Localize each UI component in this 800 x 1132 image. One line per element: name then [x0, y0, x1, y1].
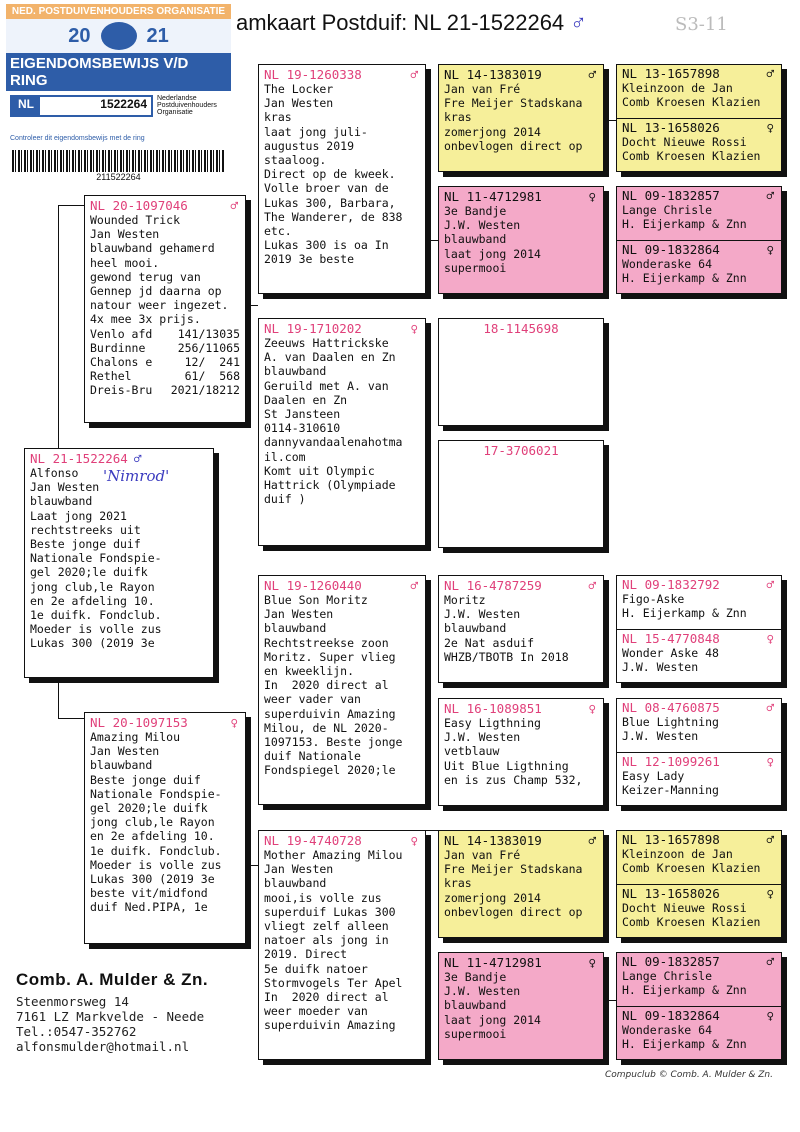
- female-symbol-icon: ♀: [588, 189, 596, 204]
- card-line: laat jong juli-: [264, 124, 368, 139]
- ring-number: NL 16-1089851: [444, 701, 542, 716]
- owner-email: alfonsmulder@hotmail.nl: [16, 1039, 190, 1054]
- ring-number: NL 19-1260338: [264, 67, 362, 82]
- card-line: Moeder is volle zus: [90, 857, 222, 872]
- card-line: 1097153. Beste jonge: [264, 735, 403, 750]
- race-results: Venlo afd 141/13035 Burdinne 256/11065 Chalons e 12/ 241 Rethel 61/ 568 Dreis-Bru 2021/18212: [90, 326, 240, 398]
- card-line: jong club,le Rayon: [30, 579, 155, 594]
- card-line: Rechtstreekse zoon: [264, 635, 389, 650]
- great-great-grandparent-pair: [616, 952, 782, 1060]
- card-line: Amazing Milou: [90, 730, 181, 744]
- ring-number: NL 20-1097046: [90, 198, 188, 213]
- card-line: mooi,is volle zus: [264, 890, 382, 905]
- male-symbol-icon: ♂: [588, 578, 596, 593]
- card-line: Kleinzoon de Jan: [622, 81, 733, 95]
- card-line: blauwband: [264, 364, 327, 379]
- ring-number: 18-1145698: [483, 321, 559, 336]
- great-great-grandparent-pair: [616, 575, 782, 683]
- dam-sire-card: [258, 575, 426, 805]
- card-line: 0114-310610: [264, 421, 341, 436]
- card-line: laat jong 2014: [444, 246, 541, 261]
- ring-number: NL 13-1657898: [622, 66, 720, 81]
- card-line: Jan Westen: [30, 480, 100, 495]
- female-symbol-icon: ♀: [766, 754, 774, 769]
- footer-credit: Compuclub © Comb. A. Mulder & Zn.: [605, 1070, 773, 1080]
- female-symbol-icon: ♀: [766, 631, 774, 646]
- card-line: Lukas 300 (2019 3e: [30, 636, 155, 651]
- card-line: rechtstreeks uit: [30, 522, 141, 537]
- card-line: Hattrick (Olympiade: [264, 478, 396, 493]
- card-line: Direct op de kweek.: [264, 167, 396, 182]
- ring-number: NL 16-4787259: [444, 578, 542, 593]
- female-symbol-icon: ♀: [588, 955, 596, 970]
- card-line: Nationale Fondspie-: [30, 551, 162, 566]
- card-line: blauwband: [444, 621, 507, 636]
- card-line: Jan Westen: [90, 227, 160, 242]
- owner-block: [16, 970, 251, 1054]
- male-symbol-icon: ♂: [766, 66, 774, 81]
- card-line: superduivin Amazing: [264, 1018, 396, 1033]
- connector: [426, 830, 438, 831]
- ring-number: NL 12-1099261: [622, 754, 720, 769]
- great-great-grandparent-pair: [616, 64, 782, 172]
- card-line: Blue Lightning: [622, 715, 719, 729]
- card-line: Lukas 300 (2019 3e: [90, 872, 215, 887]
- card-line: blauwband: [30, 494, 93, 509]
- owner-phone: Tel.:0547-352762: [16, 1024, 137, 1039]
- male-symbol-icon: ♂: [766, 700, 774, 715]
- male-symbol-icon: ♂: [410, 67, 418, 82]
- card-line: H. Eijerkamp & Znn: [622, 271, 747, 286]
- card-line: natoer als jong in: [264, 933, 389, 948]
- card-line: Lange Chrisle: [622, 203, 713, 217]
- card-line: Blue Son Moritz: [264, 593, 368, 607]
- card-line: In 2020 direct al: [264, 990, 389, 1005]
- connector: [58, 205, 59, 450]
- card-line: Gennep jd daarna op: [90, 284, 222, 299]
- card-line: gel 2020;le duifk: [90, 801, 208, 816]
- card-line: H. Eijerkamp & Znn: [622, 606, 747, 621]
- great-grandparent-card: [438, 440, 604, 548]
- card-line: 3e Bandje: [444, 204, 507, 218]
- ring-number: NL 15-4770848: [622, 631, 720, 646]
- card-line: blauwband gehamerd: [90, 241, 215, 256]
- owner-name: Comb. A. Mulder & Zn.: [16, 970, 209, 989]
- card-line: St Jansteen: [264, 407, 341, 422]
- dam-card: [84, 712, 246, 944]
- card-line: Nationale Fondspie-: [90, 786, 222, 801]
- badge-title: EIGENDOMSBEWIJS V/D RING: [6, 53, 231, 91]
- card-line: dannyvandaalenahotma: [264, 435, 403, 450]
- card-line: Comb Kroesen Klazien: [622, 149, 761, 164]
- card-line: vetblauw: [444, 744, 500, 759]
- card-line: Jan van Fré: [444, 82, 521, 96]
- card-line: Geruild met A. van: [264, 378, 389, 393]
- card-line: Alfonso: [30, 466, 79, 480]
- card-line: Jan Westen: [264, 96, 334, 111]
- card-line: superduif Lukas 300: [264, 904, 396, 919]
- card-line: 3e Bandje: [444, 970, 507, 984]
- card-line: laat jong 2014: [444, 1012, 541, 1027]
- great-great-grandparent-pair: [616, 698, 782, 806]
- great-great-grandparent-pair: [616, 830, 782, 938]
- ring-number: NL 09-1832792: [622, 577, 720, 592]
- card-line: Moritz: [444, 593, 486, 607]
- card-line: superduivin Amazing: [264, 706, 396, 721]
- card-line: Moritz. Super vlieg: [264, 649, 396, 664]
- card-line: Easy Ligthning: [444, 716, 541, 730]
- card-line: gel 2020;le duifk: [30, 565, 148, 580]
- dam-dam-card: [258, 830, 426, 1060]
- female-symbol-icon: ♀: [410, 321, 418, 336]
- card-line: Stormvogels Ter Apel: [264, 975, 403, 990]
- male-symbol-icon: ♂: [570, 10, 587, 35]
- ring-number: NL 19-1710202: [264, 321, 362, 336]
- card-line: 2019 3e beste: [264, 252, 355, 267]
- card-line: kras: [264, 110, 292, 125]
- owner-city: 7161 LZ Markvelde - Neede: [16, 1009, 205, 1024]
- card-line: J.W. Westen: [444, 607, 521, 622]
- card-line: blauwband: [264, 621, 327, 636]
- badge-control-note: Controleer dit eigendomsbewijs met de ring: [10, 135, 145, 142]
- male-symbol-icon: ♂: [588, 67, 596, 82]
- card-line: natour weer ingezet.: [90, 298, 229, 313]
- card-line: Comb Kroesen Klazien: [622, 915, 761, 930]
- card-line: staaloog.: [264, 153, 327, 168]
- great-grandparent-card: [438, 575, 604, 683]
- card-line: supermooi: [444, 260, 507, 275]
- badge-ring-number: 1522264: [100, 97, 147, 111]
- ring-number: NL 09-1832857: [622, 954, 720, 969]
- card-line: weer vader van: [264, 692, 361, 707]
- ring-number: NL 08-4760875: [622, 700, 720, 715]
- ring-number: 17-3706021: [483, 443, 559, 458]
- card-line: zomerjong 2014: [444, 124, 541, 139]
- card-line: Comb Kroesen Klazien: [622, 861, 761, 876]
- male-symbol-icon: ♂: [410, 578, 418, 593]
- card-line: 2019. Direct: [264, 947, 348, 962]
- card-line: J.W. Westen: [622, 729, 699, 744]
- connector: [246, 305, 258, 306]
- card-line: Docht Nieuwe Rossi: [622, 901, 747, 915]
- sire-dam-card: [258, 318, 426, 546]
- ring-number: NL 21-1522264: [30, 451, 128, 466]
- ring-number: NL 20-1097153: [90, 715, 188, 730]
- card-line: A. van Daalen en Zn: [264, 350, 396, 365]
- card-line: supermooi: [444, 1026, 507, 1041]
- card-line: Beste jonge duif: [90, 772, 201, 787]
- great-grandparent-card: [438, 952, 604, 1060]
- male-symbol-icon: ♂: [766, 577, 774, 592]
- great-grandparent-card: [438, 698, 604, 806]
- card-line: J.W. Westen: [444, 730, 521, 745]
- card-line: Jan Westen: [90, 744, 160, 759]
- ring-number: NL 09-1832857: [622, 188, 720, 203]
- card-line: augustus 2019: [264, 138, 355, 153]
- card-line: 5e duifk natoer: [264, 961, 368, 976]
- card-line: Beste jonge duif: [30, 537, 141, 552]
- male-symbol-icon: ♂: [766, 188, 774, 203]
- badge-country: NL: [12, 97, 40, 115]
- card-line: blauwband: [444, 232, 507, 247]
- card-line: blauwband: [90, 758, 153, 773]
- female-symbol-icon: ♀: [588, 701, 596, 716]
- card-line: In 2020 direct al: [264, 678, 389, 693]
- card-line: en 2e afdeling 10.: [30, 593, 155, 608]
- card-line: duif ): [264, 492, 306, 507]
- female-symbol-icon: ♀: [766, 1008, 774, 1023]
- card-line: Comb Kroesen Klazien: [622, 95, 761, 110]
- card-line: Easy Lady: [622, 769, 685, 783]
- male-symbol-icon: ♂: [133, 451, 142, 466]
- card-line: J.W. Westen: [622, 660, 699, 675]
- badge-year-left: 20: [68, 24, 91, 47]
- female-symbol-icon: ♀: [766, 242, 774, 257]
- card-line: vliegt zelf alleen: [264, 919, 389, 934]
- card-line: Volle broer van de: [264, 181, 389, 196]
- badge-year-row: [6, 19, 231, 53]
- male-symbol-icon: ♂: [766, 954, 774, 969]
- card-line: gewond terug van: [90, 269, 201, 284]
- sire-sire-card: [258, 64, 426, 294]
- great-grandparent-card: [438, 64, 604, 172]
- ring-number: NL 09-1832864: [622, 242, 720, 257]
- female-symbol-icon: ♀: [230, 715, 238, 730]
- card-line: en is zus Champ 532,: [444, 772, 583, 787]
- ring-number: NL 13-1658026: [622, 886, 720, 901]
- card-line: Wonderaske 64: [622, 1023, 713, 1037]
- card-line: 2e Nat asduif: [444, 635, 535, 650]
- ring-number: NL 19-1260440: [264, 578, 362, 593]
- card-line: Jan Westen: [264, 607, 334, 622]
- card-line: Docht Nieuwe Rossi: [622, 135, 747, 149]
- owner-address: Steenmorsweg 14: [16, 994, 129, 1009]
- female-symbol-icon: ♀: [766, 886, 774, 901]
- card-line: Fondspiegel 2020;le: [264, 763, 396, 778]
- ring-number: NL 14-1383019: [444, 833, 542, 848]
- card-line: zomerjong 2014: [444, 890, 541, 905]
- card-line: Wonderaske 64: [622, 257, 713, 271]
- connector: [58, 205, 86, 206]
- card-line: The Locker: [264, 82, 334, 96]
- card-line: H. Eijerkamp & Znn: [622, 1037, 747, 1052]
- lion-emblem-icon: [101, 22, 137, 50]
- card-line: J.W. Westen: [444, 218, 521, 233]
- card-line: blauwband: [444, 998, 507, 1013]
- ring-number: NL 19-4740728: [264, 833, 362, 848]
- card-line: duif Nationale: [264, 749, 361, 764]
- great-grandparent-card: [438, 830, 604, 938]
- badge-year-right: 21: [146, 24, 169, 47]
- card-line: beste vit/midfond: [90, 886, 208, 901]
- male-symbol-icon: ♂: [588, 833, 596, 848]
- barcode-number: 211522264: [96, 172, 141, 182]
- corner-note: S3-11: [675, 14, 728, 35]
- card-line: duif Ned.PIPA, 1e: [90, 900, 208, 915]
- nickname: 'Nimrod': [103, 467, 170, 485]
- card-line: Lange Chrisle: [622, 969, 713, 983]
- card-line: Daalen en Zn: [264, 392, 348, 407]
- card-line: Komt uit Olympic: [264, 463, 375, 478]
- card-line: heel mooi.: [90, 255, 160, 270]
- badge-npo-p: Postduivenhouders: [157, 102, 217, 109]
- card-line: jong club,le Rayon: [90, 815, 215, 830]
- card-line: 1e duifk. Fondclub.: [30, 608, 162, 623]
- card-line: 4x mee 3x prijs.: [90, 312, 201, 327]
- card-line: Keizer-Manning: [622, 783, 719, 798]
- card-line: The Wanderer, de 838: [264, 209, 403, 224]
- card-line: kras: [444, 876, 472, 891]
- card-line: J.W. Westen: [444, 984, 521, 999]
- page-title: amkaart Postduif: NL 21-1522264 ♂: [236, 10, 587, 35]
- ring-number: NL 13-1658026: [622, 120, 720, 135]
- card-line: il.com: [264, 449, 306, 464]
- card-line: 1e duifk. Fondclub.: [90, 843, 222, 858]
- card-line: H. Eijerkamp & Znn: [622, 217, 747, 232]
- card-line: blauwband: [264, 876, 327, 891]
- card-line: Wonder Aske 48: [622, 646, 719, 660]
- connector: [246, 865, 258, 866]
- pedigree-main-card: [24, 448, 214, 678]
- great-great-grandparent-pair: [616, 186, 782, 294]
- card-line: etc.: [264, 224, 292, 239]
- card-line: en 2e afdeling 10.: [90, 829, 215, 844]
- card-line: Wounded Trick: [90, 213, 181, 227]
- great-grandparent-card: [438, 186, 604, 294]
- card-line: en kweeklijn.: [264, 664, 355, 679]
- card-line: kras: [444, 110, 472, 125]
- ring-number: NL 11-4712981: [444, 955, 542, 970]
- card-line: Jan Westen: [264, 862, 334, 877]
- connector: [426, 240, 438, 241]
- card-line: WHZB/TBOTB In 2018: [444, 649, 569, 664]
- connector: [604, 120, 616, 121]
- card-line: Fre Meijer Stadskana: [444, 862, 583, 877]
- card-line: Uit Blue Ligthning: [444, 758, 569, 773]
- ring-number: NL 09-1832864: [622, 1008, 720, 1023]
- male-symbol-icon: ♂: [766, 832, 774, 847]
- ring-number: NL 13-1657898: [622, 832, 720, 847]
- card-line: Moeder is volle zus: [30, 622, 162, 637]
- connector: [58, 718, 84, 719]
- card-line: onbevlogen direct op: [444, 138, 583, 153]
- badge-org: NED. POSTDUIVENHOUDERS ORGANISATIE: [6, 4, 231, 19]
- card-line: Jan van Fré: [444, 848, 521, 862]
- card-line: H. Eijerkamp & Znn: [622, 983, 747, 998]
- badge-npo-o: Organisatie: [157, 109, 193, 116]
- card-line: Laat jong 2021: [30, 508, 127, 523]
- connector: [604, 1000, 616, 1001]
- card-line: Fre Meijer Stadskana: [444, 96, 583, 111]
- ring-number: NL 11-4712981: [444, 189, 542, 204]
- card-line: Mother Amazing Milou: [264, 848, 403, 862]
- great-grandparent-card: [438, 318, 604, 426]
- card-line: Zeeuws Hattrickske: [264, 336, 389, 350]
- sire-card: [84, 195, 246, 423]
- male-symbol-icon: ♂: [230, 198, 238, 213]
- card-line: Lukas 300, Barbara,: [264, 195, 396, 210]
- card-line: Lukas 300 is oa In: [264, 238, 389, 253]
- female-symbol-icon: ♀: [410, 833, 418, 848]
- ring-number: NL 14-1383019: [444, 67, 542, 82]
- card-line: onbevlogen direct op: [444, 904, 583, 919]
- female-symbol-icon: ♀: [766, 120, 774, 135]
- card-line: Milou, de NL 2020-: [264, 720, 389, 735]
- card-line: Figo-Aske: [622, 592, 685, 606]
- ring-ownership-badge: [6, 4, 231, 184]
- barcode: [12, 150, 225, 172]
- card-line: Kleinzoon de Jan: [622, 847, 733, 861]
- badge-npo-n: Nederlandse: [157, 95, 197, 102]
- card-line: weer moeder van: [264, 1004, 368, 1019]
